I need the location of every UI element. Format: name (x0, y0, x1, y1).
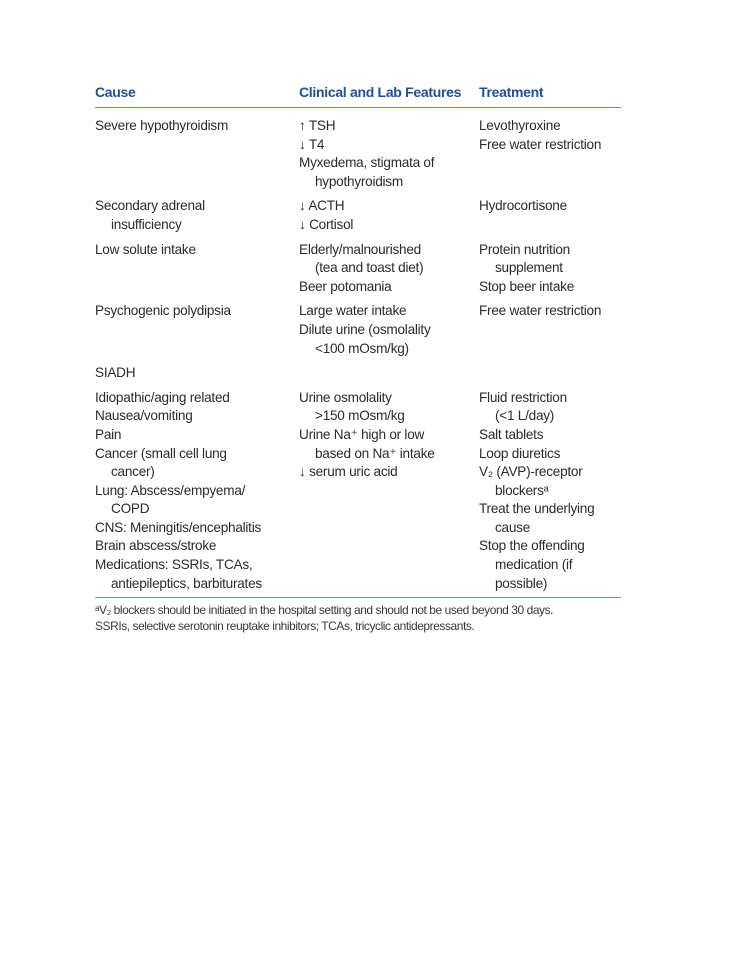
treatment-line: medication (if (495, 557, 573, 573)
table-footnotes (95, 602, 621, 634)
features-cell (299, 383, 479, 598)
cause-line: CNS: Meningitis/encephalitis (95, 519, 262, 535)
treatment-cell (479, 108, 621, 192)
treatment-line: Loop diuretics (479, 445, 561, 461)
cause-line: Idiopathic/aging related (95, 389, 230, 405)
cause-cell (95, 358, 299, 383)
feature-line: ↓ ACTH (299, 198, 345, 214)
causes-table (95, 84, 621, 598)
cause-line: antiepileptics, barbiturates (111, 575, 262, 591)
cause-line: SIADH (95, 365, 136, 381)
features-cell (299, 191, 479, 234)
hyponatremia-causes-table-page (95, 84, 621, 634)
features-cell (299, 296, 479, 358)
table-row (95, 383, 621, 598)
treatment-line: Levothyroxine (479, 118, 561, 133)
features-cell (299, 235, 479, 297)
treatment-line: Hydrocortisone (479, 198, 567, 214)
cause-cell (95, 296, 299, 358)
treatment-line: Stop beer intake (479, 278, 574, 294)
feature-line: ↓ T4 (299, 136, 325, 152)
cause-line: Psychogenic polydipsia (95, 303, 231, 319)
treatment-line: Stop the offending (479, 538, 585, 554)
treatment-line: supplement (495, 260, 563, 276)
treatment-line: Free water restriction (479, 136, 602, 152)
treatment-line: blockersᵃ (495, 482, 549, 498)
treatment-line: Salt tablets (479, 426, 544, 442)
feature-line: Urine osmolality (299, 389, 392, 405)
table-row (95, 358, 621, 383)
cause-line: Lung: Abscess/empyema/ (95, 482, 246, 498)
table-row (95, 235, 621, 297)
cause-line: Low solute intake (95, 241, 196, 257)
treatment-line: V₂ (AVP)-receptor (479, 464, 583, 480)
treatment-cell (479, 358, 621, 383)
feature-line: Beer potomania (299, 278, 392, 294)
treatment-cell (479, 191, 621, 234)
treatment-cell (479, 296, 621, 358)
cause-line: Secondary adrenal (95, 198, 205, 214)
feature-line: hypothyroidism (315, 173, 403, 189)
table-row (95, 191, 621, 234)
feature-line: (tea and toast diet) (315, 260, 424, 276)
features-cell (299, 108, 479, 192)
cause-cell (95, 383, 299, 598)
feature-line: ↓ serum uric acid (299, 464, 398, 480)
treatment-cell (479, 235, 621, 297)
features-cell (299, 358, 479, 383)
treatment-line: cause (495, 519, 531, 535)
cause-cell (95, 191, 299, 234)
header-treatment: Treatment (479, 84, 621, 108)
treatment-line: (<1 L/day) (495, 408, 555, 424)
feature-line: >150 mOsm/kg (315, 408, 405, 424)
feature-line: Elderly/malnourished (299, 241, 421, 257)
table-header-row (95, 84, 621, 108)
treatment-cell (479, 383, 621, 598)
table-row (95, 296, 621, 358)
treatment-line: Fluid restriction (479, 389, 567, 405)
treatment-line: possible) (495, 575, 548, 591)
header-cause: Cause (95, 84, 299, 108)
cause-cell (95, 235, 299, 297)
cause-line: Severe hypothyroidism (95, 118, 229, 133)
cause-line: Pain (95, 426, 122, 442)
feature-line: <100 mOsm/kg) (315, 340, 409, 356)
footnote-line: SSRIs, selective serotonin reuptake inhibitors; TCAs, tricyclic antidepressants. (95, 619, 475, 634)
feature-line: Urine Na⁺ high or low (299, 426, 425, 442)
feature-line: ↓ Cortisol (299, 216, 354, 232)
feature-line: Dilute urine (osmolality (299, 321, 431, 337)
footnote-line: ᵃV₂ blockers should be initiated in the hospital setting and should not be used beyond 30 days. (95, 603, 554, 618)
feature-line: ↑ TSH (299, 118, 336, 133)
table-row (95, 108, 621, 192)
treatment-line: Treat the underlying (479, 501, 595, 517)
feature-line: based on Na⁺ intake (315, 445, 435, 461)
cause-line: cancer) (111, 464, 155, 480)
cause-line: COPD (111, 501, 150, 517)
header-features: Clinical and Lab Features (299, 84, 479, 108)
treatment-line: Free water restriction (479, 303, 602, 319)
cause-line: Cancer (small cell lung (95, 445, 227, 461)
cause-line: Brain abscess/stroke (95, 538, 217, 554)
treatment-line: Protein nutrition (479, 241, 570, 257)
feature-line: Myxedema, stigmata of (299, 155, 435, 171)
cause-cell (95, 108, 299, 192)
cause-line: insufficiency (111, 216, 182, 232)
feature-line: Large water intake (299, 303, 407, 319)
cause-line: Medications: SSRIs, TCAs, (95, 557, 253, 573)
cause-line: Nausea/vomiting (95, 408, 193, 424)
